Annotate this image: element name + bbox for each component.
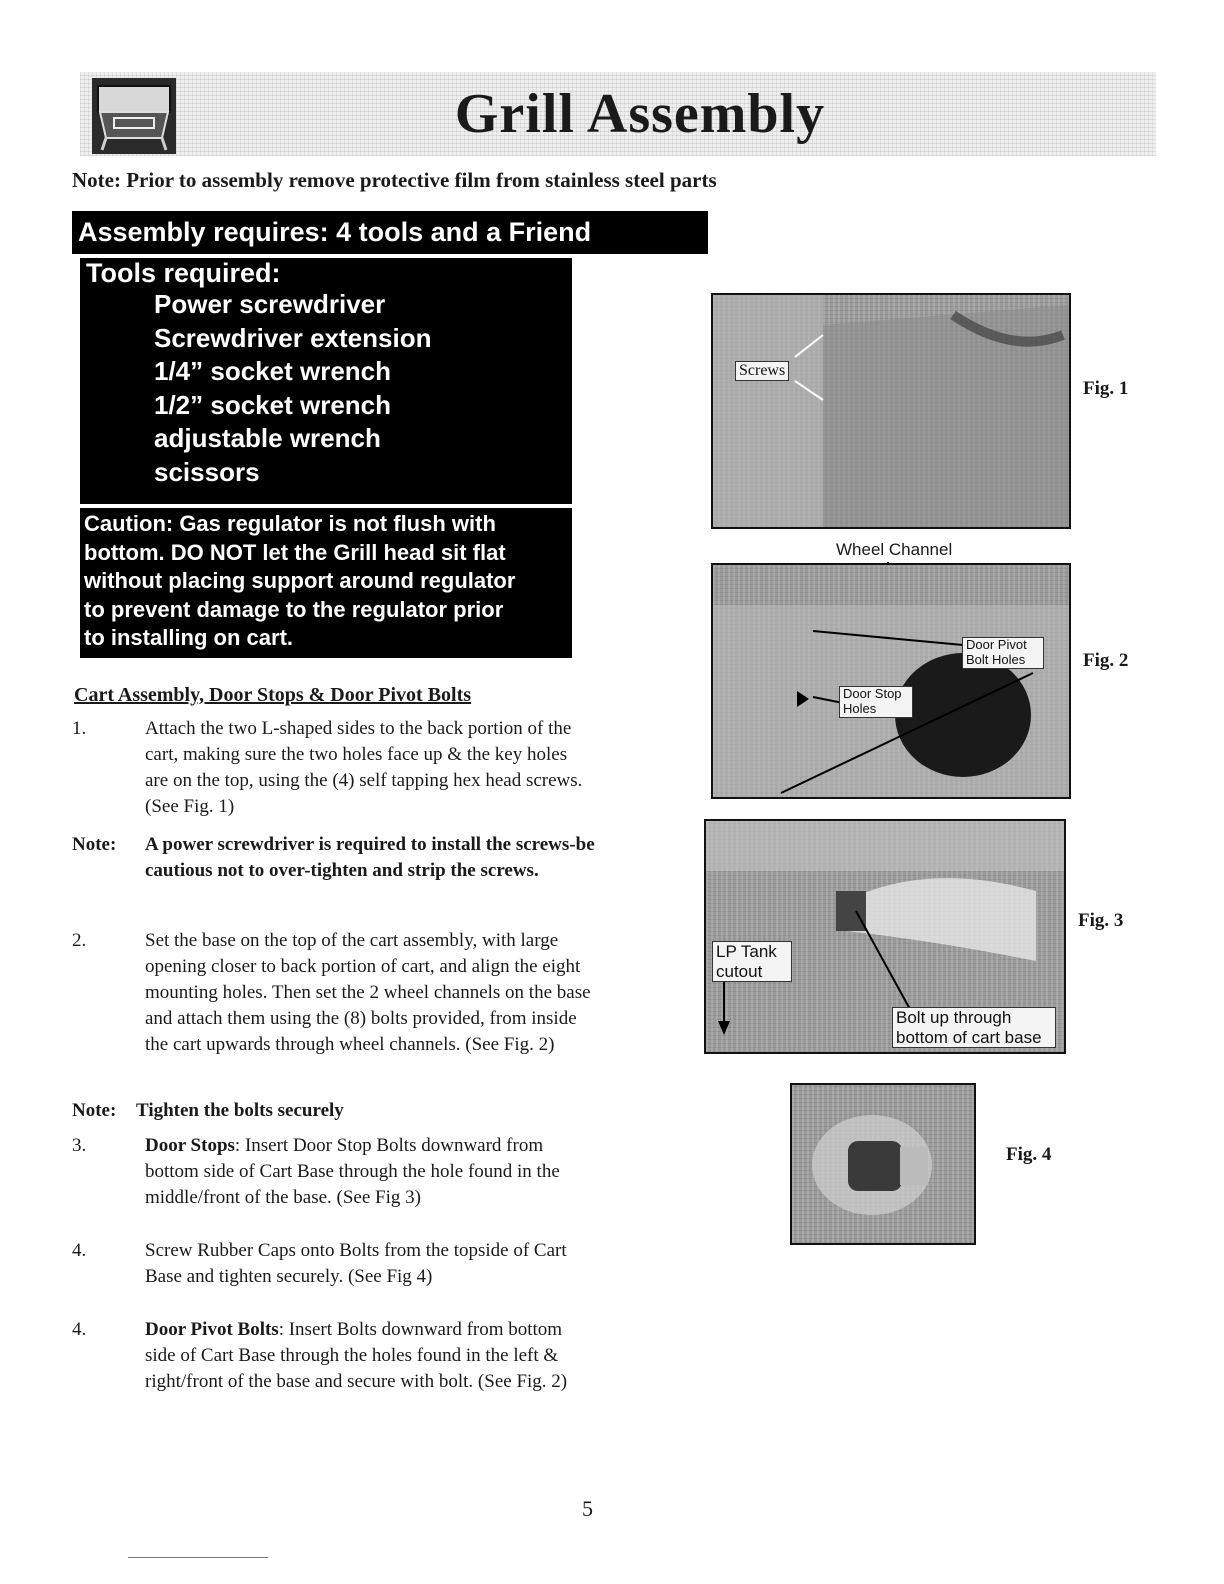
note-label: Note: xyxy=(72,834,117,855)
grill-icon xyxy=(92,78,176,154)
step-number: 4. xyxy=(72,1319,87,1340)
step-keyword: Door Pivot Bolts xyxy=(145,1319,279,1340)
screws-callout: Screws xyxy=(735,361,789,381)
caution-box xyxy=(80,508,572,658)
step-number: 4. xyxy=(72,1240,87,1261)
tools-required-box xyxy=(80,258,572,504)
tool-item: 1/2” socket wrench xyxy=(154,389,391,420)
figure-1-drawing xyxy=(713,295,1069,527)
tool-item: Power screwdriver xyxy=(154,289,386,319)
figure-4-label: Fig. 4 xyxy=(1006,1144,1052,1165)
caution-line: to prevent damage to the regulator prior xyxy=(84,596,504,622)
step-text: Screw Rubber Caps onto Bolts from the topside of Cart Base and tighten securely. (See Fig 4) xyxy=(145,1240,567,1287)
step-text: Set the base on the top of the cart assembly, with large opening closer to back portion of cart, and align the eight mounting holes. Then set the 2 wheel channels on the base and attach them using the (8) bolts provided, from inside the cart upwards through wheel channels. (See Fig. 2) xyxy=(145,930,591,1055)
step-text xyxy=(145,1133,595,1211)
figure-2-drawing xyxy=(713,565,1069,797)
note-text: Tighten the bolts securely xyxy=(136,1100,344,1121)
step-text: Attach the two L-shaped sides to the back portion of the cart, making sure the two holes face up & the key holes are on the top, using the (4) self tapping hex head screws. (See Fig. 1) xyxy=(145,718,583,817)
note-tighten-bolts xyxy=(72,1098,602,1126)
door-pivot-callout: Door Pivot Bolt Holes xyxy=(962,637,1044,669)
tool-item: 1/4” socket wrench xyxy=(154,356,391,386)
wheel-channel-label: Wheel Channel xyxy=(836,540,953,559)
step-3-door-stops xyxy=(72,1133,602,1213)
step-number: 3. xyxy=(72,1135,87,1156)
figure-2-photo xyxy=(711,563,1071,799)
section-heading: Cart Assembly, Door Stops & Door Pivot Bolts xyxy=(74,684,472,706)
step-number: 2. xyxy=(72,930,87,951)
note-label: Note: xyxy=(72,1100,117,1121)
figure-4-photo xyxy=(790,1083,976,1245)
figure-1-label: Fig. 1 xyxy=(1083,378,1129,399)
footer-rule xyxy=(128,1557,268,1558)
step-keyword: Door Stops xyxy=(145,1135,235,1156)
figure-2-label: Fig. 2 xyxy=(1083,650,1129,671)
caution-line: to installing on cart. xyxy=(84,625,294,651)
caution-line: bottom. DO NOT let the Grill head sit flat xyxy=(84,539,506,565)
caution-line: Caution: Gas regulator is not flush with xyxy=(84,511,496,536)
bolt-through-callout: Bolt up through bottom of cart base xyxy=(892,1007,1056,1048)
tools-list xyxy=(154,288,431,489)
page-title: Grill Assembly xyxy=(454,83,826,145)
door-stop-callout: Door Stop Holes xyxy=(839,686,913,718)
step-4-rubber-caps xyxy=(72,1238,602,1292)
figure-4-drawing xyxy=(792,1085,974,1243)
step-number: 1. xyxy=(72,718,87,739)
figure-1-photo xyxy=(711,293,1071,529)
tool-item: scissors xyxy=(154,456,260,487)
step-body: : Insert Door Stop Bolts downward from bottom side of Cart Base through the hole found in the middle/front of the base. (See Fig 3) xyxy=(145,1135,560,1208)
figure-3-label: Fig. 3 xyxy=(1078,910,1124,931)
step-body: : Insert Bolts downward from bottom side of Cart Base through the holes found in the left & right/front of the base and secure with bolt. (See Fig. 2) xyxy=(145,1319,568,1392)
lp-tank-callout: LP Tank cutout xyxy=(712,941,792,982)
step-1 xyxy=(72,716,602,822)
step-text xyxy=(145,1317,595,1395)
page-number: 5 xyxy=(582,1496,593,1521)
note-text: A power screwdriver is required to install the screws-be cautious not to over-tighten and strip the screws. xyxy=(145,834,595,881)
tool-item: Screwdriver extension xyxy=(154,322,432,353)
note-power-screwdriver xyxy=(72,832,602,912)
step-2 xyxy=(72,928,602,1086)
caution-line: without placing support around regulator xyxy=(84,568,516,594)
assembly-requires-banner: Assembly requires: 4 tools and a Friend xyxy=(72,211,708,254)
tool-item: adjustable wrench xyxy=(154,423,381,453)
tools-title: Tools required: xyxy=(86,258,281,288)
note-protective-film: Note: Prior to assembly remove protective film from stainless steel parts xyxy=(72,168,717,192)
step-4-door-pivot-bolts xyxy=(72,1317,602,1423)
figure-3-photo xyxy=(704,819,1066,1054)
